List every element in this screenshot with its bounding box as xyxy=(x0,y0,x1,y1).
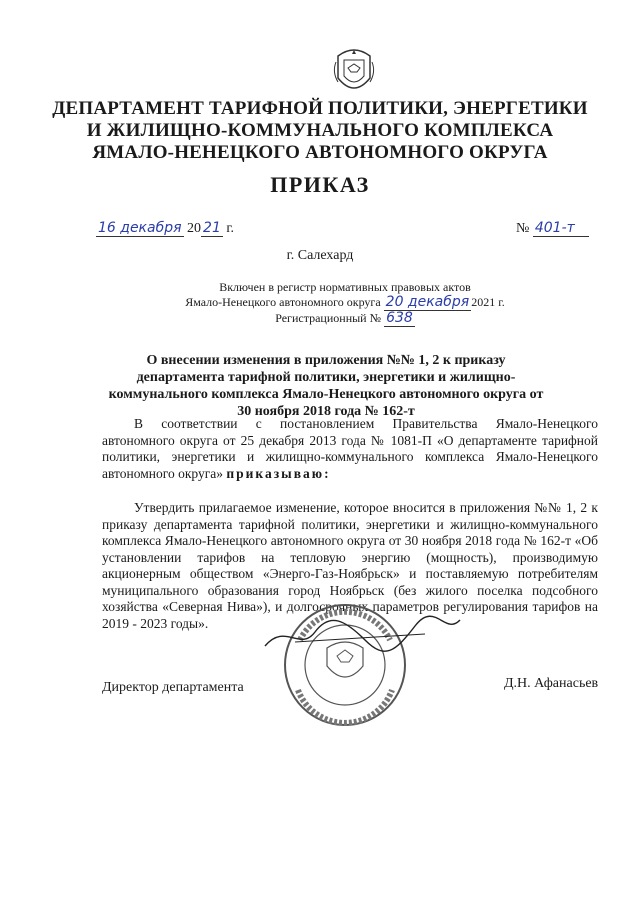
registration-line-1: Включен в регистр нормативных правовых актов xyxy=(219,280,471,294)
date-unit: г. xyxy=(226,221,235,236)
date-year-suffix: 21 xyxy=(203,220,221,236)
date-year-prefix: 20 xyxy=(187,221,202,236)
dept-line-3: ЯМАЛО-НЕНЕЦКОГО АВТОНОМНОГО ОКРУГА xyxy=(92,142,548,163)
registration-block xyxy=(180,280,510,327)
preamble-text: В соответствии с постановлением Правительства Ямало-Ненецкого автономного округа от 25 декабря 2013 года № 1081-П «О департаменте тарифной политики, энергетики и жилищно-коммунального комплекса Ямало-Ненецкого автономного округа» xyxy=(102,416,598,481)
registration-line-2-suffix: 2021 г. xyxy=(471,295,505,309)
city: г. Салехард xyxy=(286,248,354,263)
registration-line-2 xyxy=(180,295,510,311)
registration-number-hand: 638 xyxy=(386,310,413,326)
preamble-order-word: приказываю: xyxy=(226,465,331,481)
dept-line-2: И ЖИЛИЩНО-КОММУНАЛЬНОГО КОМПЛЕКСА xyxy=(86,120,554,141)
registration-line-3 xyxy=(180,311,510,327)
registration-date-hand: 20 декабря xyxy=(385,294,470,310)
paragraph-resolution: Утвердить прилагаемое изменение, которое вносится в приложения №№ 1, 2 к приказу департамента тарифной политики, энергетики и жилищно-коммунального комплекса Ямало-Ненецкого автономного округа от 30 ноября 2018 года № 162-т «Об установлении тарифов на тепловую энергию (мощность), производимую акционерным обществом «Энерго-Газ-Ноябрьск» и поставляемую потребителям муниципального образования город Ноябрьск (без жилого поселка подсобного хозяйства «Северная Нива»), и долгосрочных параметров регулирования тарифов на 2019 - 2023 годы». xyxy=(102,500,598,631)
number-label: № xyxy=(516,221,530,236)
registration-line-2-prefix: Ямало-Ненецкого автономного округа xyxy=(185,295,381,309)
paragraph-preamble xyxy=(102,416,598,482)
department-title xyxy=(0,98,640,164)
order-date xyxy=(96,220,234,237)
document-type: ПРИКАЗ xyxy=(270,172,370,197)
order-subject: О внесении изменения в приложения №№ 1, 2 к приказу департамента тарифной политики, энергетики и жилищно-коммунального комплекса Ямало-Ненецкого автономного округа от 30 ноября 2018 года № 162-т xyxy=(108,353,544,419)
registration-number-label: Регистрационный № xyxy=(275,311,382,325)
order-number xyxy=(516,220,589,237)
dept-line-1: ДЕПАРТАМЕНТ ТАРИФНОЙ ПОЛИТИКИ, ЭНЕРГЕТИКИ xyxy=(52,98,588,119)
date-day-month: 16 декабря xyxy=(98,220,182,236)
signatory-position: Директор департамента xyxy=(102,680,244,695)
number-value: 401-т xyxy=(533,220,589,237)
handwritten-signature-icon xyxy=(255,612,465,658)
signatory-name: Д.Н. Афанасьев xyxy=(504,676,599,691)
coat-of-arms-icon xyxy=(330,42,378,100)
